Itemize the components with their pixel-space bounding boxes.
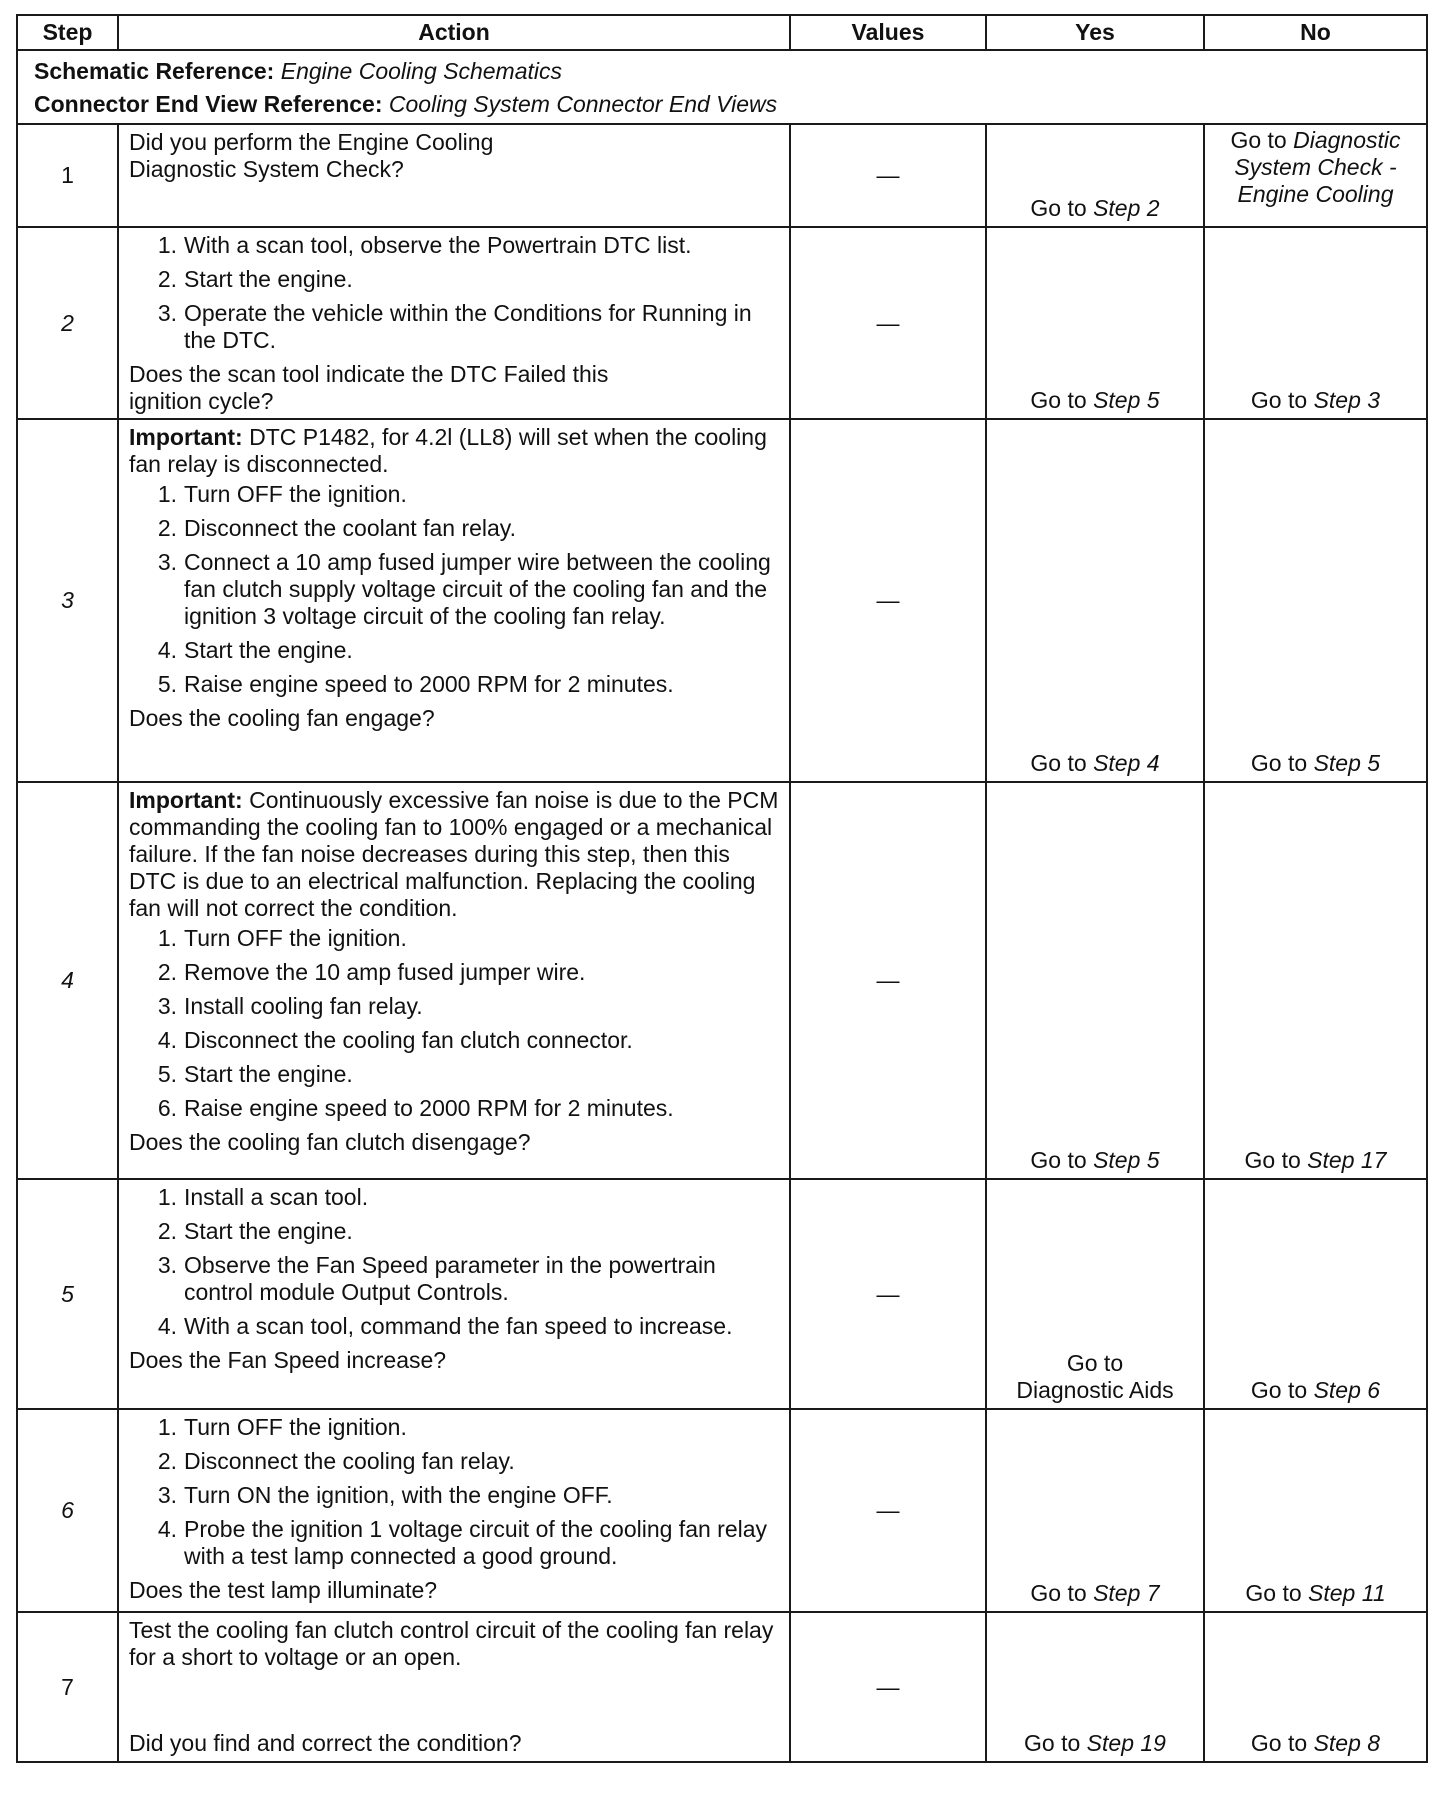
list-item: 3. Observe the Fan Speed parameter in the powertrain control module Output Controls. xyxy=(157,1252,716,1305)
step-number: 2 xyxy=(17,227,118,419)
no-target: Step 8 xyxy=(1313,1730,1381,1756)
no-goto: Go to Step 8 xyxy=(1250,1730,1381,1756)
list-item: 3. Install cooling fan relay. xyxy=(157,993,423,1019)
list-item: 1. Turn OFF the ignition. xyxy=(157,925,407,951)
no-cell xyxy=(1204,419,1427,782)
table-row xyxy=(17,124,1427,227)
question: Does the test lamp illuminate? xyxy=(129,1577,438,1603)
step-number: 6 xyxy=(17,1409,118,1612)
action-text: Test the cooling fan clutch control circuit of the cooling fan relay for a short to voltage or an open. xyxy=(129,1617,774,1670)
step-number: 1 xyxy=(17,124,118,227)
no-goto: Go to Step 3 xyxy=(1250,387,1381,413)
action-cell xyxy=(118,1179,790,1409)
question: Did you find and correct the condition? xyxy=(129,1730,522,1756)
list-item: 5. Start the engine. xyxy=(157,1061,353,1087)
step-number: 4 xyxy=(17,782,118,1179)
diagnostic-table xyxy=(16,14,1428,1763)
list-item: 1. Install a scan tool. xyxy=(157,1184,369,1210)
no-target-line2: System Check - xyxy=(1234,154,1397,180)
table-row xyxy=(17,1612,1427,1762)
step-number: 5 xyxy=(17,1179,118,1409)
important-text: DTC P1482, for 4.2l (LL8) will set when the cooling fan relay is disconnected. xyxy=(129,424,767,477)
no-goto xyxy=(1205,125,1426,208)
list-item: 3. Operate the vehicle within the Conditions for Running in the DTC. xyxy=(157,300,752,353)
yes-goto xyxy=(987,1350,1203,1404)
goto-text: Go to xyxy=(1230,127,1287,153)
yes-cell xyxy=(986,1179,1204,1409)
step-number: 7 xyxy=(17,1612,118,1762)
list-item: 4. Probe the ignition 1 voltage circuit of the cooling fan relay with a test lamp connected a good ground. xyxy=(157,1516,768,1569)
yes-target: Step 2 xyxy=(1093,195,1160,221)
yes-goto: Go to Step 4 xyxy=(1030,750,1160,776)
table-row xyxy=(17,782,1427,1179)
no-target-line3: Engine Cooling xyxy=(1237,181,1394,207)
important-text: Continuously excessive fan noise is due to the PCM commanding the cooling fan to 100% engaged or a mechanical failure. If the fan noise decreases during this step, then this DTC is due to an electrical malfunction. Replacing the cooling fan will not correct the condition. xyxy=(129,787,779,921)
list-item: 4. Start the engine. xyxy=(157,637,353,663)
list-item: 2. Disconnect the coolant fan relay. xyxy=(157,515,516,541)
no-target: Step 6 xyxy=(1313,1377,1381,1403)
procedure-list xyxy=(129,481,779,698)
question: Does the cooling fan engage? xyxy=(129,705,435,731)
connector-reference-label: Connector End View Reference: xyxy=(34,91,383,117)
table-row xyxy=(17,1179,1427,1409)
values-cell: — xyxy=(790,1612,986,1762)
procedure-list xyxy=(129,1414,779,1570)
no-target: Step 17 xyxy=(1307,1147,1387,1173)
connector-reference-value: Cooling System Connector End Views xyxy=(388,91,778,117)
no-cell xyxy=(1204,124,1427,227)
yes-target: Step 5 xyxy=(1093,387,1160,413)
procedure-list xyxy=(129,232,779,354)
action-cell xyxy=(118,782,790,1179)
important-label: Important: xyxy=(129,787,243,813)
yes-target: Step 5 xyxy=(1093,1147,1160,1173)
question: Does the cooling fan clutch disengage? xyxy=(129,1129,531,1155)
list-item: 2. Start the engine. xyxy=(157,266,353,292)
goto-text: Go to xyxy=(1066,1350,1124,1376)
yes-goto: Go to Step 5 xyxy=(1030,1147,1160,1173)
question: Does the Fan Speed increase? xyxy=(129,1347,447,1373)
no-cell xyxy=(1204,1409,1427,1612)
values-cell: — xyxy=(790,782,986,1179)
schematic-reference xyxy=(34,55,1410,88)
list-item: 2. Remove the 10 amp fused jumper wire. xyxy=(157,959,586,985)
yes-cell xyxy=(986,1409,1204,1612)
header-no: No xyxy=(1204,15,1427,50)
header-values: Values xyxy=(790,15,986,50)
no-target-line1: Diagnostic xyxy=(1293,127,1401,153)
yes-cell xyxy=(986,227,1204,419)
action-cell xyxy=(118,227,790,419)
important-note xyxy=(129,787,779,922)
no-goto: Go to Step 11 xyxy=(1245,1580,1386,1606)
yes-target: Step 7 xyxy=(1093,1580,1160,1606)
header-yes: Yes xyxy=(986,15,1204,50)
reference-row xyxy=(17,50,1427,124)
no-target: Step 3 xyxy=(1313,387,1381,413)
yes-cell xyxy=(986,124,1204,227)
no-cell xyxy=(1204,782,1427,1179)
connector-reference xyxy=(34,88,1410,121)
question: Does the scan tool indicate the DTC Failed this ignition cycle? xyxy=(129,361,609,414)
yes-goto: Go to Step 7 xyxy=(1030,1580,1160,1606)
list-item: 1. Turn OFF the ignition. xyxy=(157,1414,407,1440)
list-item: 4. With a scan tool, command the fan speed to increase. xyxy=(157,1313,733,1339)
list-item: 3. Turn ON the ignition, with the engine OFF. xyxy=(157,1482,613,1508)
action-cell xyxy=(118,124,790,227)
values-cell: — xyxy=(790,419,986,782)
no-goto: Go to Step 17 xyxy=(1244,1147,1387,1173)
table-row xyxy=(17,227,1427,419)
action-cell xyxy=(118,1409,790,1612)
yes-cell xyxy=(986,782,1204,1179)
procedure-list xyxy=(129,925,779,1122)
table-row xyxy=(17,419,1427,782)
important-label: Important: xyxy=(129,424,243,450)
values-cell: — xyxy=(790,227,986,419)
step-number: 3 xyxy=(17,419,118,782)
question: Did you perform the Engine Cooling Diagnostic System Check? xyxy=(129,129,494,182)
yes-goto: Go to Step 19 xyxy=(1024,1730,1166,1756)
header-row xyxy=(17,15,1427,50)
no-target: Step 11 xyxy=(1308,1580,1386,1606)
values-cell: — xyxy=(790,1409,986,1612)
list-item: 2. Disconnect the cooling fan relay. xyxy=(157,1448,515,1474)
yes-target: Diagnostic Aids xyxy=(1016,1377,1174,1403)
no-target: Step 5 xyxy=(1313,750,1381,776)
values-cell: — xyxy=(790,124,986,227)
yes-goto xyxy=(987,195,1203,222)
header-action: Action xyxy=(118,15,790,50)
no-cell xyxy=(1204,1179,1427,1409)
no-cell xyxy=(1204,227,1427,419)
yes-cell xyxy=(986,1612,1204,1762)
schematic-reference-value: Engine Cooling Schematics xyxy=(280,58,563,84)
action-cell xyxy=(118,1612,790,1762)
yes-target: Step 4 xyxy=(1093,750,1160,776)
header-step: Step xyxy=(17,15,118,50)
reference-cell xyxy=(17,50,1427,124)
no-cell xyxy=(1204,1612,1427,1762)
list-item: 2. Start the engine. xyxy=(157,1218,353,1244)
values-cell: — xyxy=(790,1179,986,1409)
schematic-reference-label: Schematic Reference: xyxy=(34,58,275,84)
no-goto: Go to Step 6 xyxy=(1250,1377,1381,1403)
yes-target: Step 19 xyxy=(1086,1730,1166,1756)
yes-goto: Go to Step 5 xyxy=(1030,387,1160,413)
list-item: 1. Turn OFF the ignition. xyxy=(157,481,407,507)
list-item: 3. Connect a 10 amp fused jumper wire between the cooling fan clutch supply voltage circuit of the cooling fan and the ignition 3 voltage circuit of the cooling fan relay. xyxy=(157,549,771,629)
no-goto: Go to Step 5 xyxy=(1250,750,1381,776)
action-cell xyxy=(118,419,790,782)
procedure-list xyxy=(129,1184,779,1340)
important-note xyxy=(129,424,779,478)
list-item: 4. Disconnect the cooling fan clutch connector. xyxy=(157,1027,633,1053)
table-row xyxy=(17,1409,1427,1612)
list-item: 6. Raise engine speed to 2000 RPM for 2 minutes. xyxy=(157,1095,674,1121)
list-item: 1. With a scan tool, observe the Powertrain DTC list. xyxy=(157,232,692,258)
yes-cell xyxy=(986,419,1204,782)
goto-text: Go to xyxy=(1030,195,1087,221)
list-item: 5. Raise engine speed to 2000 RPM for 2 minutes. xyxy=(157,671,674,697)
